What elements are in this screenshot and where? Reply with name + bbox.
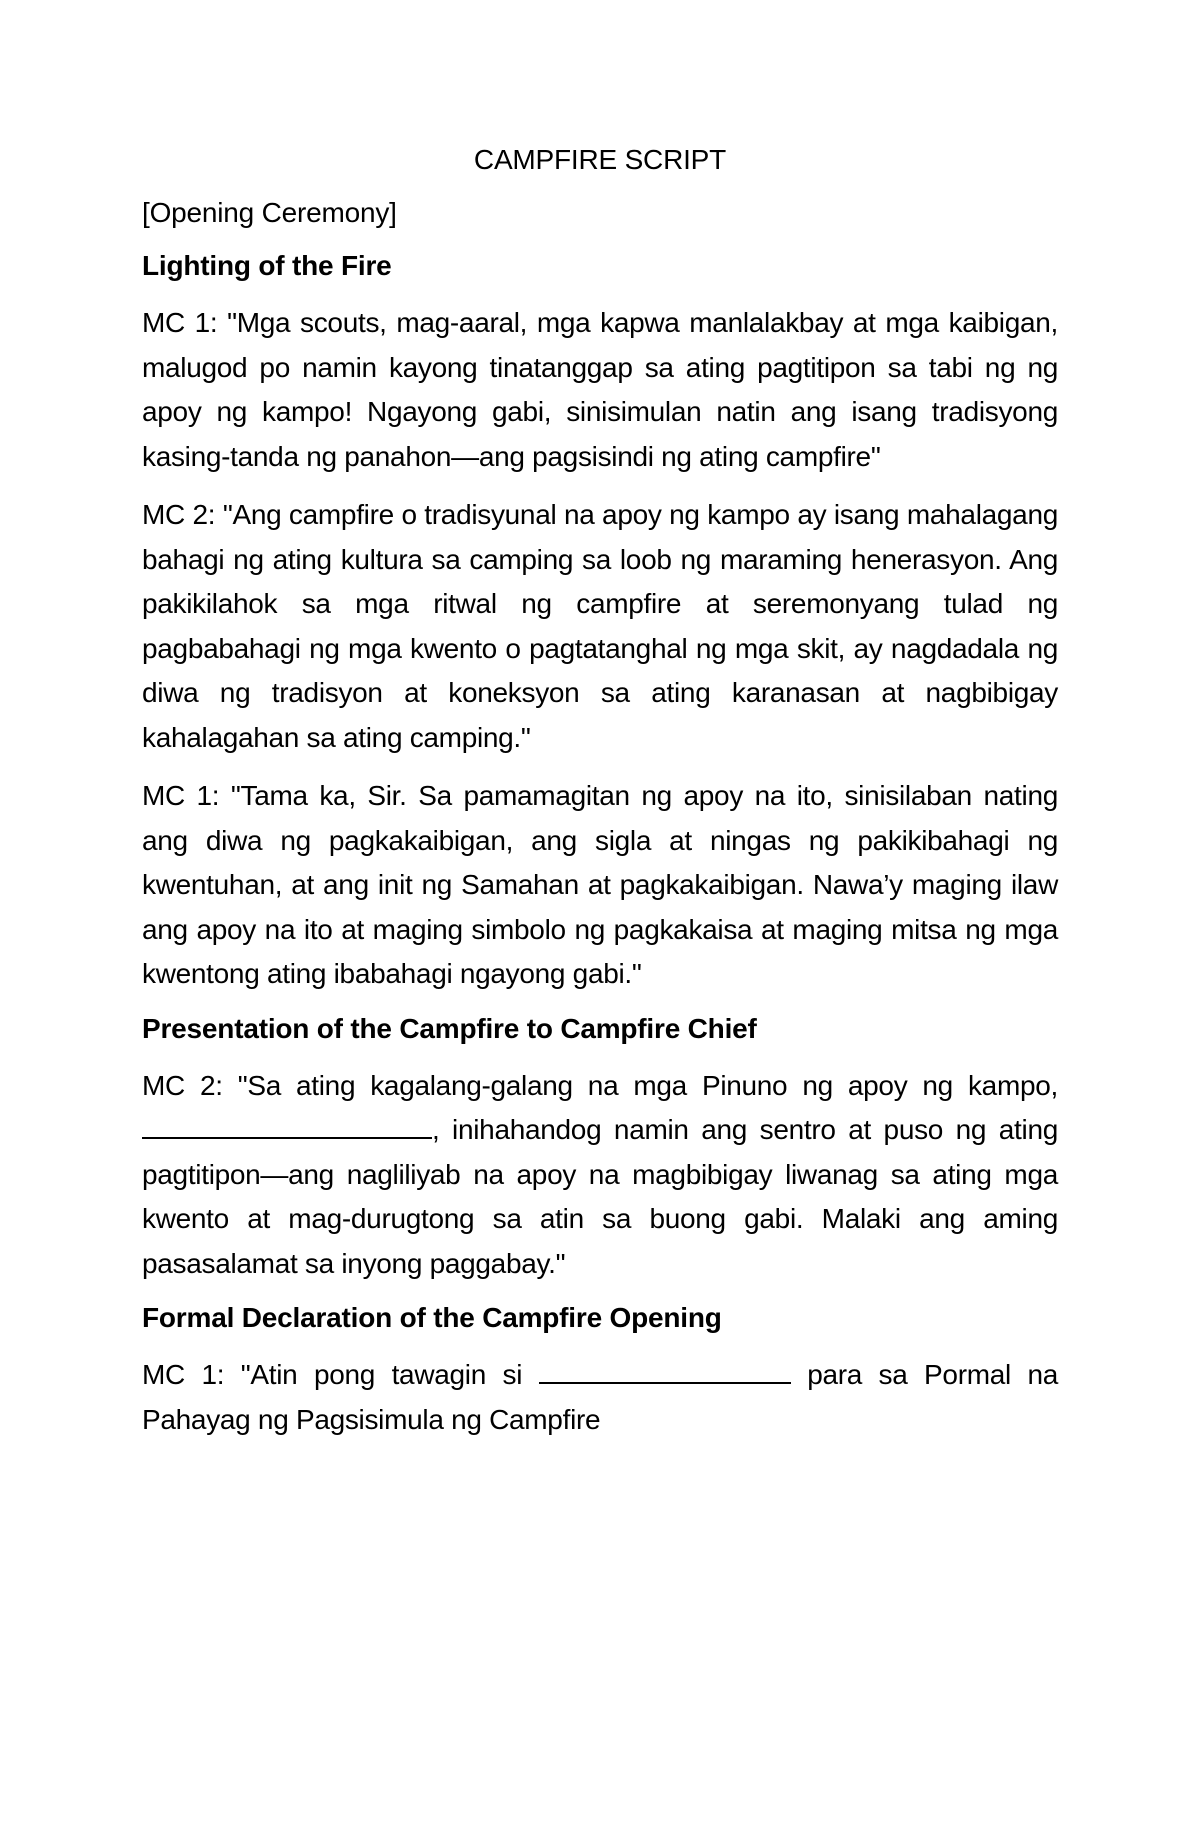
opening-ceremony-label	[142, 195, 1058, 231]
presentation-text-before: MC 2: "Sa ating kagalang-galang na mga Pinuno ng apoy ng kampo,	[142, 1069, 1058, 1101]
lighting-paragraph-3: MC 1: "Tama ka, Sir. Sa pamamagitan ng apoy na ito, sinisilaban nating ang diwa ng pagkakaibigan, ang sigla at ningas ng pakikibahagi ng kwentuhan, at ang init ng Samahan at pagkakaibigan. Nawa’y maging ilaw ang apoy na ito at maging simbolo ng pagkakaisa at maging mitsa ng mga kwentong ating ibabahagi ngayong gabi."	[142, 780, 1058, 989]
declaration-text-after: para sa Pormal na Pahayag ng Pagsisimula ng Campfire	[142, 1359, 1059, 1435]
document-title: CAMPFIRE SCRIPT	[473, 144, 727, 175]
presentation-text-after: , inihahandog namin ang sentro at puso ng ating pagtitipon—ang nagliliyab na apoy na magbibigay liwanag sa ating mga kwento at mag-durugtong sa atin sa buong gabi. Malaki ang aming pasasalamat sa inyong paggabay."	[142, 1114, 1058, 1279]
lighting-heading: Lighting of the Fire	[142, 250, 392, 281]
lighting-paragraph-1: MC 1: "Mga scouts, mag-aaral, mga kapwa manlalakbay at mga kaibigan, malugod po namin kayong tinatanggap sa ating pagtitipon sa tabi ng ng apoy ng kampo! Ngayong gabi, sinisimulan natin ang isang tradisyong kasing-tanda ng panahon—ang pagsisindi ng ating campfire"	[142, 307, 1058, 472]
presentation-heading: Presentation of the Campfire to Campfire Chief	[142, 1012, 757, 1044]
declaration-heading: Formal Declaration of the Campfire Opening	[142, 1302, 722, 1333]
declaration-paragraph	[142, 1353, 1058, 1442]
name-blank-line	[142, 1136, 432, 1139]
opening-ceremony-text: [Opening Ceremony]	[142, 197, 397, 228]
lighting-paragraph-2: MC 2: "Ang campfire o tradisyunal na apoy ng kampo ay isang mahalagang bahagi ng ating kultura sa camping sa loob ng maraming henerasyon. Ang pakikilahok sa mga ritwal ng campfire at seremonyang tulad ng pagbabahagi ng mga kwento o pagtatanghal ng mga skit, ay nagdadala ng diwa ng tradisyon at koneksyon sa ating karanasan at nagbibigay kahalagahan sa ating camping."	[142, 499, 1058, 753]
presentation-paragraph	[142, 1064, 1058, 1287]
name-blank-line	[539, 1381, 791, 1384]
declaration-text-before: MC 1: "Atin pong tawagin si	[142, 1359, 523, 1390]
